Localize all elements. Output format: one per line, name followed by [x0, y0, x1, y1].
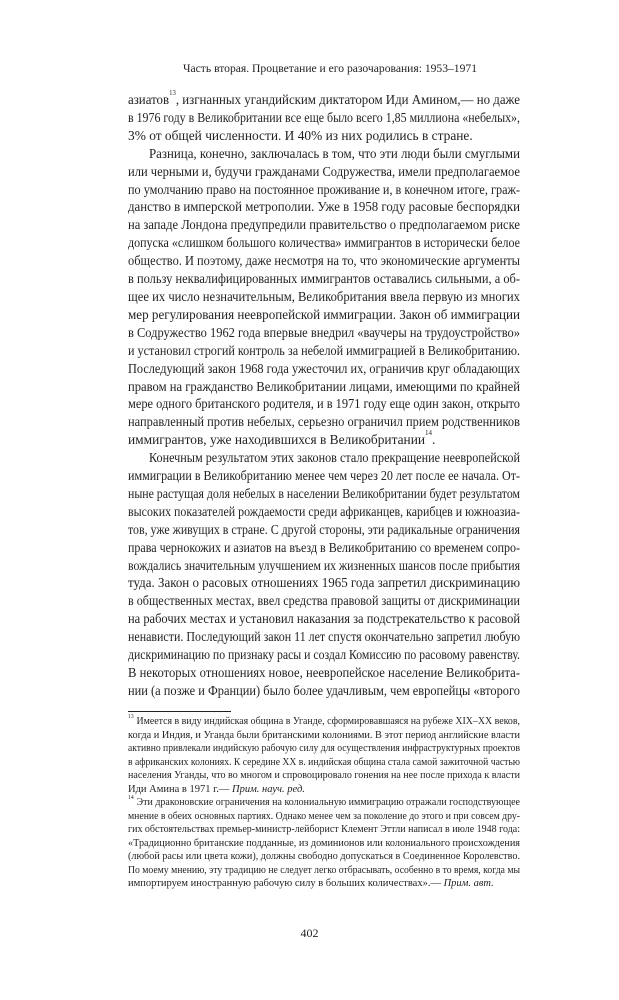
text-line: [128, 574, 520, 592]
text-segment: вождались значительным улучшением их жизненных шансов после прибытия: [128, 557, 520, 573]
text-segment: 3% от общей численности. И 40% из них родились в стране.: [128, 127, 473, 143]
text-segment: населения Уганды, что во многом и спровоцировало гонения на нее после прихода к власти: [128, 770, 520, 781]
text-segment: в африканских колониях. К середине XX в. индийская община стала самой зажиточной частью: [128, 756, 520, 768]
text-segment: Иди Амина в 1971 г.—: [128, 783, 233, 795]
text-line: [128, 395, 520, 413]
line-content: [128, 288, 520, 306]
line-content: [128, 574, 520, 592]
footnote-line: [128, 769, 520, 783]
line-content: [128, 783, 305, 797]
line-content: [128, 324, 520, 342]
line-content: [128, 810, 520, 824]
text-line: [128, 127, 520, 145]
text-segment: Конечным результатом этих законов стало прекращение неевропейской: [149, 450, 520, 466]
line-content: [128, 431, 435, 449]
footnote-ref: 14: [128, 795, 134, 801]
line-content: [128, 539, 520, 557]
text-line: [128, 628, 520, 646]
text-segment: В некоторых отношениях новое, неевропейское население Великобрита-: [128, 665, 520, 680]
line-content: [128, 181, 520, 199]
line-content: [128, 198, 520, 216]
footnote-divider: [128, 711, 231, 712]
text-segment: в общественных местах, ввел средства правовой защиты от дискриминации: [128, 593, 520, 609]
note-attribution: Прим. науч. ред.: [232, 783, 305, 795]
line-content: [128, 682, 520, 700]
text-segment: высоких показателей рождаемости среди африканцев, карибцев и южноазиа-: [128, 503, 520, 519]
line-content: [128, 796, 520, 810]
line-content: [128, 592, 520, 610]
text-segment: данство в имперской метрополии. Уже в 1958 году расовые беспорядки: [128, 199, 520, 215]
footnotes: [128, 715, 520, 891]
text-line: [128, 360, 520, 378]
text-line: [128, 610, 520, 628]
text-segment: допуска «слишком большого количества» иммигрантов в исторически белое: [128, 235, 520, 251]
text-line: [128, 485, 520, 503]
text-segment: правом на гражданство Великобритании лицами, имеющими по крайней: [128, 378, 520, 394]
text-segment: туда. Закон о расовых отношениях 1965 года запретил дискриминацию: [128, 575, 520, 591]
text-line: [128, 252, 520, 270]
line-content: [149, 449, 520, 467]
footnote-line: [128, 810, 520, 824]
text-segment: в пользу неквалифицированных иммигрантов оставались сильными, а об-: [128, 271, 520, 287]
footnote-line: [128, 823, 520, 837]
text-segment: общество. И поэтому, даже несмотря на то, что экономические аргументы: [128, 253, 520, 269]
footnote-line: [128, 864, 520, 878]
text-segment: импортируем иностранную рабочую силу в больших количествах».—: [128, 878, 444, 889]
line-content: [128, 521, 520, 539]
text-segment: Последующий закон 1968 года ужесточил их, ограничив круг обладающих: [128, 360, 520, 376]
text-line: [128, 539, 520, 557]
line-content: [128, 850, 520, 864]
text-segment: иммиграции в Великобританию менее чем через 20 лет после ее начала. От-: [128, 468, 520, 484]
text-line: [128, 413, 520, 431]
text-line: [128, 378, 520, 396]
footnote-line: [128, 742, 520, 756]
text-segment: активно привлекали индийскую рабочую силу для осуществления инфраструктурных проектов: [128, 743, 520, 754]
text-segment: на западе Лондона предупредили правительство о предполагаемом риске: [128, 217, 520, 233]
line-content: [128, 628, 520, 646]
text-segment: на рабочих местах и установил наказания за подстрекательство к расовой: [128, 611, 520, 627]
line-content: [128, 91, 520, 109]
text-segment: мнение в обеих основных партиях. Однако менее чем за поколение до этого и при совсем дру-: [128, 810, 520, 822]
text-segment: нии (а позже и Франции) было более удачливым, чем европейцы «второго: [128, 682, 520, 698]
footnote-ref: 14: [425, 429, 433, 438]
text-line: [128, 503, 520, 521]
line-content: [128, 270, 520, 288]
footnote-line: [128, 796, 520, 810]
text-segment: щее их число незначительным, Великобритания ввела первую из многих: [128, 288, 520, 304]
text-line: [128, 342, 520, 360]
text-segment: или черными и, будучи гражданами Содружества, имели предполагаемое: [128, 163, 520, 179]
text-segment: иммигрантов, уже находившихся в Великобритании: [128, 432, 426, 448]
line-content: [149, 145, 520, 163]
footnote-line: [128, 729, 520, 743]
line-content: [128, 715, 520, 729]
main-text: [128, 91, 520, 700]
line-content: [128, 769, 520, 783]
text-segment: (любой расы или цвета кожи), должны свободно допускаться в Соединенное Королевство.: [128, 851, 520, 862]
line-content: [128, 646, 520, 664]
line-content: [128, 360, 520, 378]
text-segment: Эти драконовские ограничения на колониальную иммиграцию отражали господствующее: [136, 797, 520, 808]
line-content: [128, 877, 494, 891]
line-content: [128, 823, 520, 837]
line-content: [128, 127, 473, 145]
line-content: [128, 610, 520, 628]
text-segment: права чернокожих и азиатов на въезд в Великобританию со временем сопро-: [128, 539, 520, 555]
text-segment: по умолчанию право на постоянное проживание и, в конечном итоге, граж-: [128, 181, 520, 197]
text-segment: тов, уже живущих в стране. С другой стороны, эти радикальные ограничения: [128, 521, 520, 537]
text-segment: гих обстоятельствах премьер-министр-лейборист Клемент Эттли написал в июле 1948 года:: [128, 824, 520, 835]
line-content: [128, 234, 520, 252]
text-line: [128, 521, 520, 539]
line-content: [128, 252, 520, 270]
text-line: [128, 306, 520, 324]
page-number: 402: [300, 926, 319, 940]
line-content: [128, 216, 520, 234]
footnote-line: [128, 715, 520, 729]
text-line: [128, 557, 520, 575]
text-segment: мер регулирования неевропейской иммиграции. Закон об иммиграции: [128, 306, 520, 322]
text-line: [128, 431, 520, 449]
line-content: [128, 664, 520, 682]
text-segment: и установил строгий контроль за небелой иммиграцией в Великобританию.: [128, 342, 520, 358]
text-segment: мере одного британского родителя, и в 1971 году еще один закон, открыто: [128, 396, 520, 412]
footnote-line: [128, 756, 520, 770]
text-segment: в Содружество 1962 года впервые внедрил «ваучеры на трудоустройство»: [128, 324, 520, 340]
text-segment: направленный против небелых, серьезно ограничил прием родственников: [128, 414, 520, 430]
text-segment: ныне растущая доля небелых в населении Великобритании будет результатом: [128, 485, 520, 501]
text-line: [128, 109, 520, 127]
footnote-ref: 13: [128, 714, 134, 720]
text-segment: ненависти. Последующий закон 11 лет спустя окончательно запретил любую: [128, 629, 520, 645]
text-line: [128, 664, 520, 682]
text-line: [128, 145, 520, 163]
line-content: [128, 163, 520, 181]
text-line: [128, 198, 520, 216]
footnote-line: [128, 837, 520, 851]
text-line: [128, 449, 520, 467]
text-segment: дискриминацию по признаку расы и создал Комиссию по расовому равенству.: [128, 647, 520, 663]
line-content: [128, 503, 520, 521]
running-header: Часть вторая. Процветание и его разочарования: 1953–1971: [182, 62, 477, 75]
line-content: [128, 467, 520, 485]
line-content: [128, 306, 520, 324]
line-content: [128, 395, 520, 413]
text-segment: азиатов: [128, 92, 170, 107]
footnote-line: [128, 783, 520, 797]
line-content: [128, 485, 520, 503]
text-line: [128, 288, 520, 306]
text-segment: .: [432, 432, 436, 448]
line-content: [128, 109, 520, 127]
text-line: [128, 163, 520, 181]
footnote-line: [128, 877, 520, 891]
line-content: [128, 729, 520, 743]
line-content: [128, 756, 520, 770]
line-content: [128, 742, 520, 756]
text-line: [128, 592, 520, 610]
text-segment: в 1976 году в Великобритании все еще было всего 1,85 миллиона «небелых»,: [128, 109, 520, 125]
footnote-line: [128, 850, 520, 864]
text-line: [128, 682, 520, 700]
text-segment: Имеется в виду индийская община в Уганде, сформировавшаяся на рубеже XIX–XX веков,: [136, 716, 520, 727]
text-line: [128, 324, 520, 342]
text-line: [128, 467, 520, 485]
text-segment: «Традиционно британские подданные, из доминионов или колониального происхождения: [128, 837, 520, 849]
line-content: [128, 837, 520, 851]
line-content: [128, 378, 520, 396]
line-content: [128, 342, 520, 360]
text-line: [128, 216, 520, 234]
text-line: [128, 91, 520, 109]
text-line: [128, 181, 520, 199]
line-content: [128, 557, 520, 575]
text-segment: когда и Индия, и Уганда были британскими колониями. В этот период английские власти: [128, 729, 520, 741]
footnote-ref: 13: [169, 89, 176, 97]
text-line: [128, 270, 520, 288]
line-content: [128, 413, 520, 431]
text-segment: По моему мнению, эту традицию не следует легко отбрасывать, особенно в то время, когда мы: [128, 864, 520, 876]
text-line: [128, 234, 520, 252]
text-line: [128, 646, 520, 664]
text-segment: , изгнанных угандийским диктатором Иди Амином,— но даже: [175, 92, 520, 107]
note-attribution: Прим. авт.: [443, 878, 494, 889]
line-content: [128, 864, 520, 878]
text-segment: Разница, конечно, заключалась в том, что эти люди были смуглыми: [149, 145, 520, 161]
